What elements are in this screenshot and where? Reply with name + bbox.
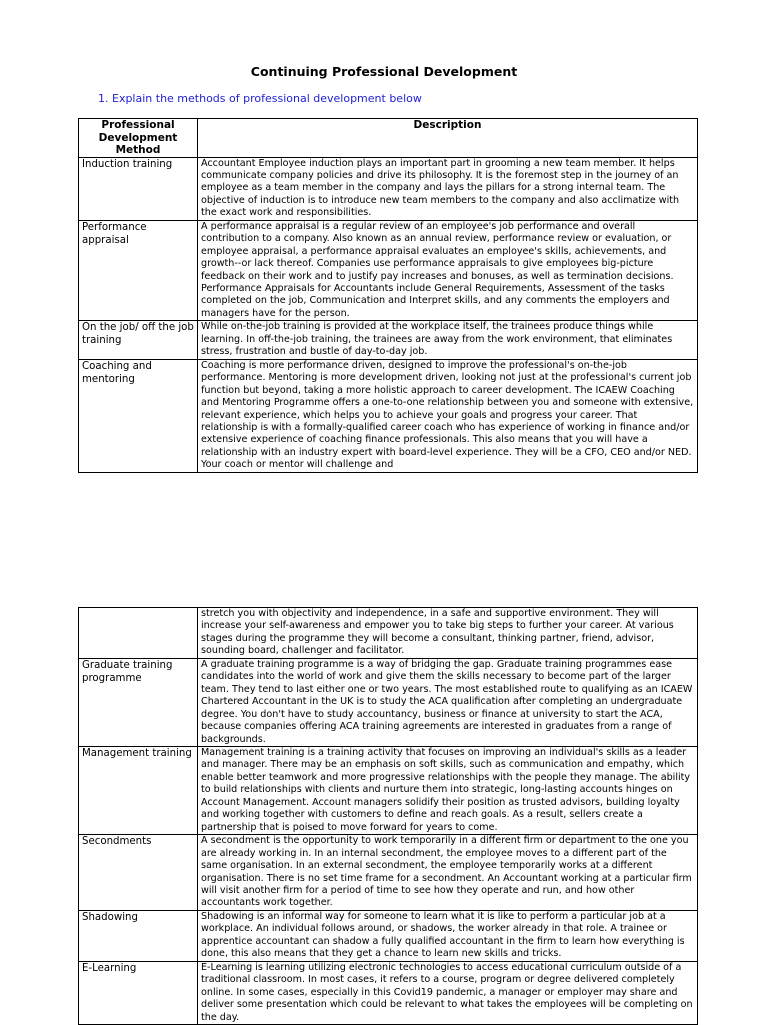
description-cell: Management training is a training activity that focuses on improving an individual's skills as a leader and manager. There may be an emphasis on soft skills, such as communication and empathy, which enable better teamwork and more progressive relationships with the people they manage. The ability to build relationships with clients and nurture them into strategic, long-lasting accounts hinges on Account Management. Account managers solidify their position as trusted advisors, building loyalty and working together with customers to define and reach goals. As a result, sellers create a partnership that is poised to move forward for years to come. (198, 746, 698, 834)
table-row (79, 157, 698, 220)
method-cell: Induction training (79, 157, 198, 220)
description-cell: While on-the-job training is provided at the workplace itself, the trainees produce things while learning. In off-the-job training, the trainees are away from the work environment, that eliminates stress, frustration and bustle of day-to-day job. (198, 321, 698, 359)
description-cell: A graduate training programme is a way of bridging the gap. Graduate training programmes ease candidates into the world of work and give them the skills necessary to become part of the larger team. They tend to last either one or two years. The most established route to qualifying as an ICAEW Chartered Accountant in the UK is to study the ACA qualification after completing an undergraduate degree. You don't have to study accountancy, business or finance at university to start the ACA, because companies offering ACA training agreements are interested in graduates from a range of backgrounds. (198, 658, 698, 746)
table-row (79, 359, 698, 472)
method-cell: Secondments (79, 835, 198, 911)
question-text: 1. Explain the methods of professional development below (98, 92, 422, 105)
header-description: Description (198, 119, 698, 158)
methods-table-page-1 (78, 118, 698, 473)
table-row (79, 608, 698, 659)
method-cell: Shadowing (79, 910, 198, 961)
table-row (79, 321, 698, 359)
method-cell: On the job/ off the job training (79, 321, 198, 359)
method-cell: Graduate training programme (79, 658, 198, 746)
method-cell (79, 608, 198, 659)
table-row (79, 910, 698, 961)
table-row (79, 746, 698, 834)
description-cell: Shadowing is an informal way for someone to learn what it is like to perform a particular job at a workplace. An individual follows around, or shadows, the worker already in that role. A trainee or apprentice accountant can shadow a fully qualified accountant in the firm to learn how everything is done, this also means that they get a chance to learn new skills and tricks. (198, 910, 698, 961)
table-header-row (79, 119, 698, 158)
description-cell: E-Learning is learning utilizing electronic technologies to access educational curriculum outside of a traditional classroom. In most cases, it refers to a course, program or degree delivered completely online. In some cases, especially in this Covid19 pandemic, a manager or employer may share and deliver some presentation which could be relevant to what takes the employees will be completing on the day. (198, 961, 698, 1024)
header-method: Professional Development Method (79, 119, 198, 158)
description-cell: A performance appraisal is a regular review of an employee's job performance and overall contribution to a company. Also known as an annual review, performance review or evaluation, or employee appraisal, a performance appraisal evaluates an employee's skills, achievements, and growth--or lack thereof. Companies use performance appraisals to give employees big-picture feedback on their work and to justify pay increases and bonuses, as well as termination decisions. Performance Appraisals for Accountants include General Requirements, Assessment of the tasks completed on the job, Communication and Interpret skills, and any comments the employers and managers have for the person. (198, 220, 698, 321)
description-cell: A secondment is the opportunity to work temporarily in a different firm or department to the one you are already working in. In an internal secondment, the employee moves to a different part of the same organisation. In an external secondment, the employee temporarily works at a different organisation. There is no set time frame for a secondment. An Accountant working at a particular firm will visit another firm for a period of time to see how they operate and run, and how other accountants work together. (198, 835, 698, 911)
table-row (79, 835, 698, 911)
method-cell: Management training (79, 746, 198, 834)
table-row (79, 961, 698, 1024)
methods-table-page-2 (78, 607, 698, 1025)
method-cell: Coaching and mentoring (79, 359, 198, 472)
description-cell: Accountant Employee induction plays an important part in grooming a new team member. It helps communicate company policies and drive its philosophy. It is the foremost step in the journey of an employee as a team member in the company and lays the pillars for a strong internal team. The objective of induction is to introduce new team members to the company and also acclimatize with the exact work and responsibilities. (198, 157, 698, 220)
description-cell: Coaching is more performance driven, designed to improve the professional's on-the-job performance. Mentoring is more development driven, looking not just at the professional's current job function but beyond, taking a more holistic approach to career development. The ICAEW Coaching and Mentoring Programme offers a one-to-one relationship between you and someone with extensive, relevant experience, which helps you to achieve your goals and progress your career. That relationship is with a formally-qualified career coach who has experience of working in finance and/or extensive experience of coaching finance professionals. This also means that you will have a relationship with an industry expert with board-level experience. They will be a CFO, CEO and/or NED. Your coach or mentor will challenge and (198, 359, 698, 472)
page-title: Continuing Professional Development (250, 64, 518, 79)
method-cell: Performance appraisal (79, 220, 198, 321)
table-row (79, 220, 698, 321)
table-row (79, 658, 698, 746)
method-cell: E-Learning (79, 961, 198, 1024)
description-cell: stretch you with objectivity and independence, in a safe and supportive environment. They will increase your self-awareness and empower you to take big steps to further your career. At various stages during the programme they will become a consultant, thinking partner, friend, advisor, sounding board, challenger and facilitator. (198, 608, 698, 659)
